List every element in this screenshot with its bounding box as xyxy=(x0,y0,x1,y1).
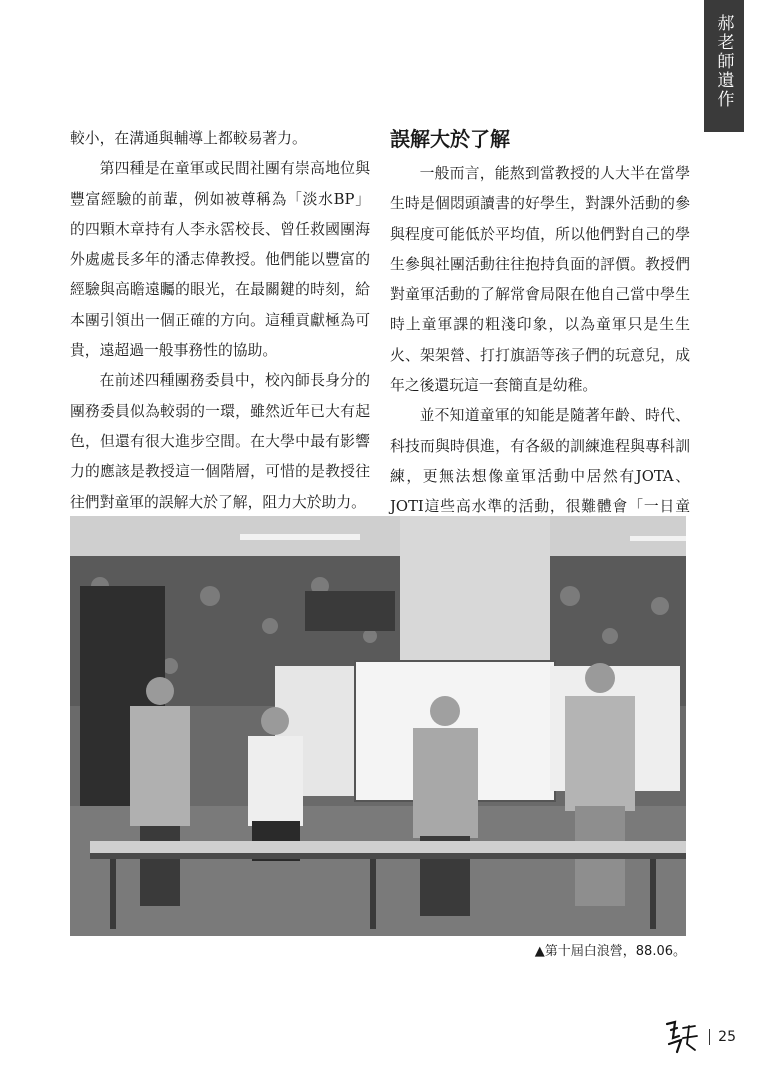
photo-illustration xyxy=(70,516,686,936)
magazine-logo-icon xyxy=(661,1018,701,1056)
photo-caption: ▲第十屆白浪營，88.06。 xyxy=(534,944,686,959)
paragraph: 在前述四種團務委員中，校內師長身分的團務委員似為較弱的一環，雖然近年已大有起色，但還有很大進步空間。在大學中最有影響力的應該是教授這一個階層，可惜的是教授往往們對童軍的誤解大於了解，阻力大於助力。 xyxy=(70,372,370,511)
paragraph: 較小，在溝通與輔導上都較易著力。 xyxy=(70,130,307,147)
page-number: 25 xyxy=(718,1029,736,1045)
right-column xyxy=(390,124,690,553)
paragraph: 一般而言，能熬到當教授的人大半在當學生時是個悶頭讀書的好學生，對課外活動的參與程度可能低於平均值，所以他們對自己的學生參與社團活動往往抱持負面的評價。教授們對童軍活動的了解常會局限在他自己當中學生時上童軍課的粗淺印象，以為童軍只是生生火、架架營、打打旗語等孩子們的玩意兒，成年之後還玩這一套簡直是幼稚。 xyxy=(390,165,690,395)
section-tab xyxy=(704,0,744,132)
footer-divider xyxy=(709,1029,710,1045)
page-footer xyxy=(661,1018,736,1056)
section-tab-label: 郝老師遺作 xyxy=(713,14,734,109)
event-photo xyxy=(70,516,686,936)
paragraph: 並不知道童軍的知能是隨著年齡、時代、科技而與時俱進，有各級的訓練進程與專科訓練，更無法想像童軍活動中居然有JOTA、JOTI這些高水準的活動，很難體會「一日童 xyxy=(390,407,690,516)
left-column xyxy=(70,124,370,518)
section-heading: 誤解大於了解 xyxy=(390,127,510,151)
paragraph: 第四種是在童軍或民間社團有崇高地位與豐富經驗的前輩，例如被尊稱為「淡水BP」的四顆木章持有人李永霑校長、曾任救國團海外處處長多年的潘志偉教授。他們能以豐富的經驗與高瞻遠矚的眼光，在最關鍵的時刻，給本團引領出一個正確的方向。這種貢獻極為可貴，遠超過一般事務性的協助。 xyxy=(70,160,370,360)
